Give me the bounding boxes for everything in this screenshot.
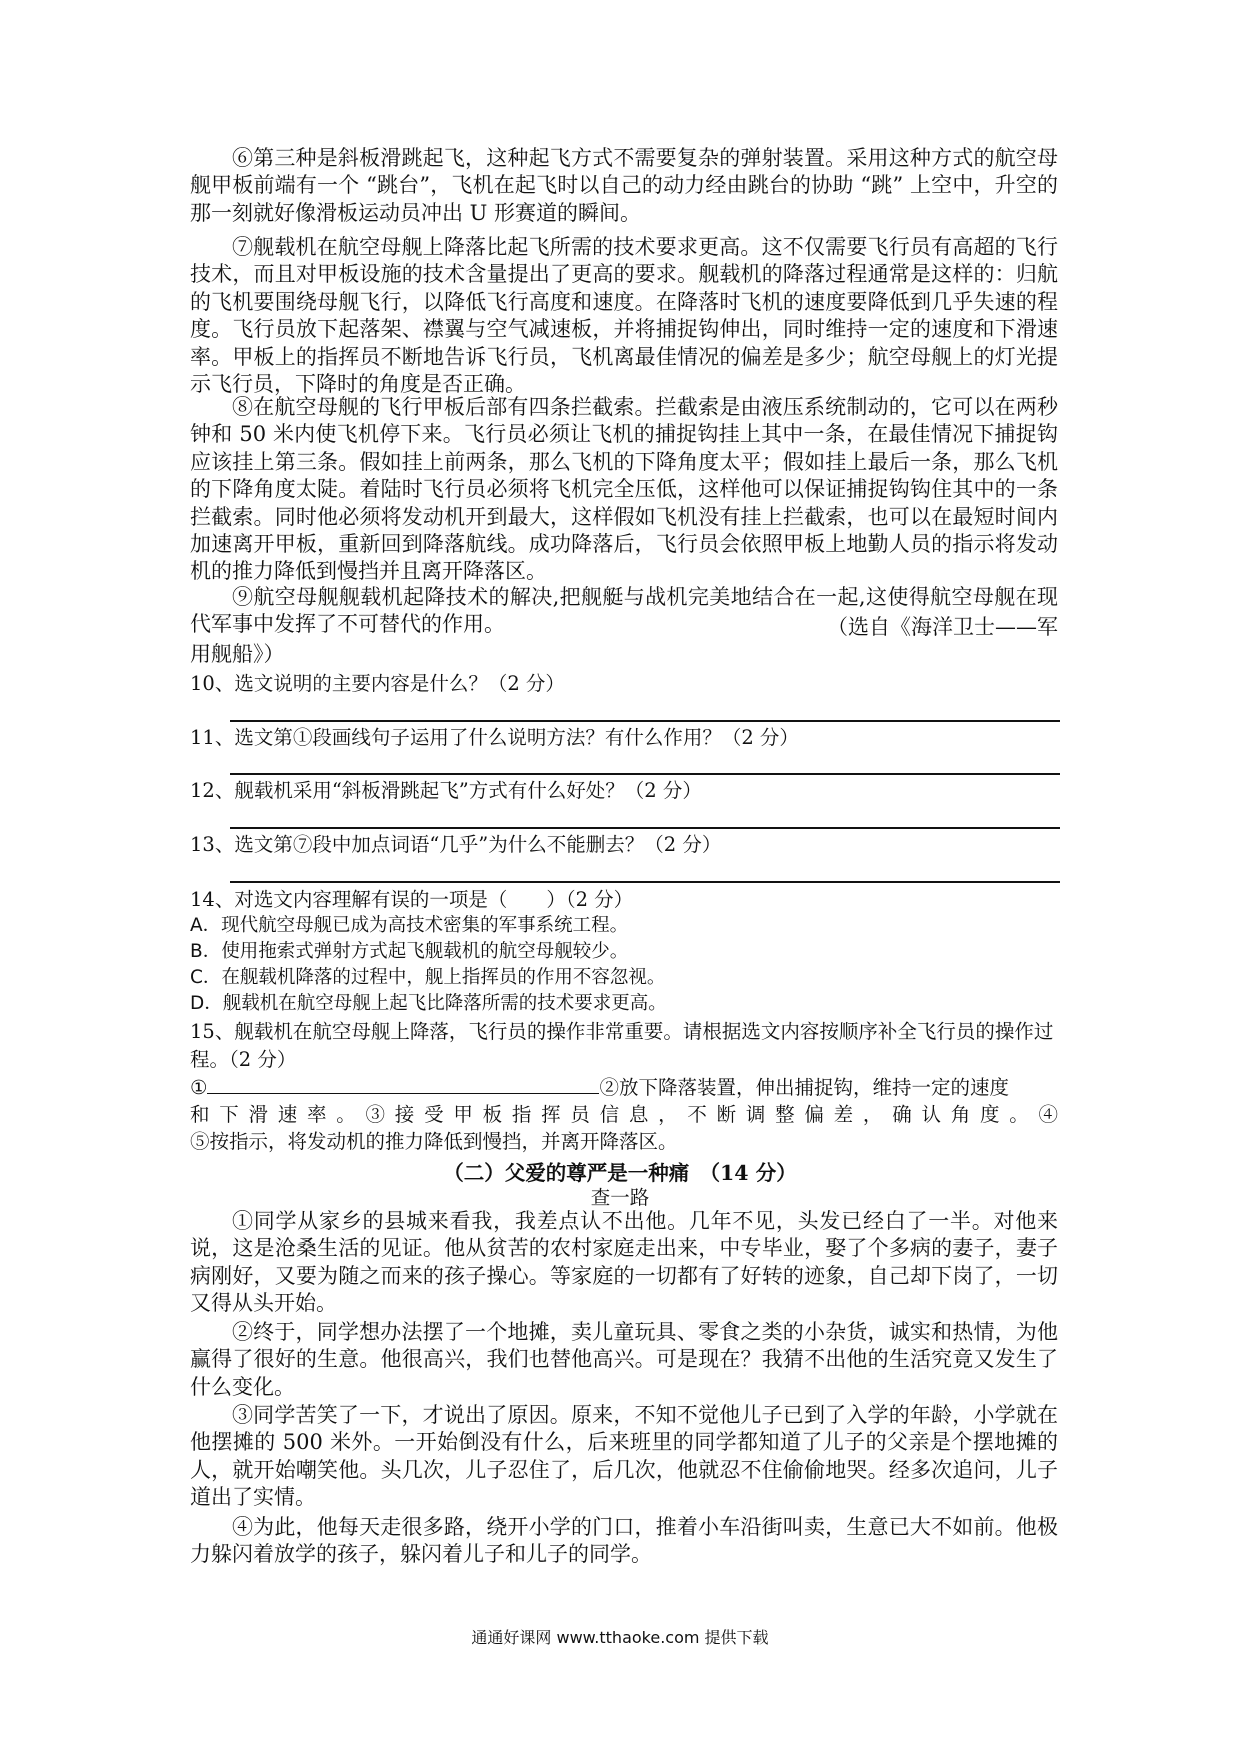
source-citation-a: （选自《海洋卫士——军 [827, 615, 1058, 639]
question-13: 13、选文第⑦段中加点词语“几乎”为什么不能删去？（2 分） [190, 833, 722, 856]
source-citation-b: 用舰船》） [190, 642, 285, 666]
step-1-label: ① [190, 1076, 208, 1099]
answer-line-10[interactable] [230, 720, 1060, 722]
option-c[interactable]: C．在舰载机降落的过程中，舰上指挥员的作用不容忽视。 [190, 967, 666, 988]
paragraph-6: ⑥第三种是斜板滑跳起飞，这种起飞方式不需要复杂的弹射装置。采用这种方式的航空母舰甲板前端有一个 “跳台”，飞机在起飞时以自己的动力经由跳台的协助 “跳” 上空中，升空的那一刻就好像滑板运动员冲出 U 形赛道的瞬间。 [190, 146, 1058, 225]
answer-line-13[interactable] [230, 881, 1060, 883]
paragraph-7: ⑦舰载机在航空母舰上降落比起飞所需的技术要求更高。这不仅需要飞行员有高超的飞行技术，而且对甲板设施的技术含量提出了更高的要求。舰载机的降落过程通常是这样的：归航的飞机要围绕母舰飞行，以降低飞行高度和速度。在降落时飞机的速度要降低到几乎失速的程度。飞行员放下起落架、襟翼与空气减速板，并将捕捉钩伸出，同时维持一定的速度和下滑速率。甲板上的指挥员不断地告诉飞行员，飞机离最佳情况的偏差是多少；航空母舰上的灯光提示飞行员，下降时的角度是否正确。 [190, 235, 1058, 397]
paragraph-2-1: ①同学从家乡的县城来看我，我差点认不出他。几年不见，头发已经白了一半。对他来说，这是沧桑生活的见证。他从贫苦的农村家庭走出来，中专毕业，娶了个多病的妻子，妻子病刚好，又要为随之而来的孩子操心。等家庭的一切都有了好转的迹象，自己却下岗了，一切又得从头开始。 [190, 1209, 1058, 1316]
paragraph-2-3: ③同学苦笑了一下，才说出了原因。原来，不知不觉他儿子已到了入学的年龄，小学就在他摆摊的 500 米外。一开始倒没有什么，后来班里的同学都知道了儿子的父亲是个摆地摊的人，就开始嘲笑他。头几次，儿子忍住了，后几次，他就忍不住偷偷地哭。经多次追问，儿子道出了实情。 [190, 1403, 1058, 1510]
paragraph-8: ⑧在航空母舰的飞行甲板后部有四条拦截索。拦截索是由液压系统制动的，它可以在两秒钟和 50 米内使飞机停下来。飞行员必须让飞机的捕捉钩挂上其中一条，在最佳情况下捕捉钩应该挂上第三条。假如挂上前两条，那么飞机的下降角度太平；假如挂上最后一条，那么飞机的下降角度太陡。着陆时飞行员必须将飞机完全压低，这样他可以保证捕捉钩钩住其中的一条拦截索。同时他必须将发动机开到最大，这样假如飞机没有挂上拦截索，也可以在最短时间内加速离开甲板，重新回到降落航线。成功降落后，飞行员会依照甲板上地勤人员的指示将发动机的推力降低到慢挡并且离开降落区。 [190, 395, 1058, 584]
answer-line-12[interactable] [230, 827, 1060, 829]
option-d[interactable]: D．舰载机在航空母舰上起飞比降落所需的技术要求更高。 [190, 993, 667, 1014]
paragraph-2-4: ④为此，他每天走很多路，绕开小学的门口，推着小车沿街叫卖，生意已大不如前。他极力躲闪着放学的孩子，躲闪着儿子和儿子的同学。 [190, 1515, 1058, 1567]
question-12: 12、舰载机采用“斜板滑跳起飞”方式有什么好处？（2 分） [190, 779, 702, 802]
step-2-text: ②放下降落装置，伸出捕捉钩，维持一定的速度 [599, 1076, 1009, 1099]
passage-2-author: 查一路 [590, 1186, 650, 1209]
paragraph-2-2: ②终于，同学想办法摆了一个地摊，卖儿童玩具、零食之类的小杂货，诚实和热情，为他赢得了很好的生意。他很高兴，我们也替他高兴。可是现在？我猜不出他的生活究竟又发生了什么变化。 [190, 1320, 1058, 1399]
paragraph-9: ⑨航空母舰舰载机起降技术的解决,把舰艇与战机完美地结合在一起,这使得航空母舰在现代军事中发挥了不可替代的作用。 [190, 585, 1058, 637]
footer-credit: 通通好课网 www.tthaoke.com 提供下载 [471, 1628, 769, 1647]
question-15-line-2: 和下滑速率。③接受甲板指挥员信息，不断调整偏差，确认角度。④ [190, 1103, 1058, 1126]
question-14: 14、对选文内容理解有误的一项是（ ）（2 分） [190, 888, 634, 911]
answer-line-11[interactable] [230, 773, 1060, 775]
question-15: 15、舰载机在航空母舰上降落，飞行员的操作非常重要。请根据选文内容按顺序补全飞行员的操作过程。（2 分） [190, 1020, 1054, 1071]
step-1-blank[interactable] [207, 1075, 599, 1094]
passage-2-title: （二）父爱的尊严是一种痛 （14 分） [443, 1161, 797, 1185]
option-a[interactable]: A．现代航空母舰已成为高技术密集的军事系统工程。 [190, 915, 629, 936]
question-11: 11、选文第①段画线句子运用了什么说明方法？有什么作用？（2 分） [190, 726, 799, 749]
option-b[interactable]: B．使用拖索式弹射方式起飞舰载机的航空母舰较少。 [190, 941, 629, 962]
question-15-line-3: ⑤按指示，将发动机的推力降低到慢挡，并离开降落区。 [190, 1130, 678, 1153]
question-10: 10、选文说明的主要内容是什么？（2 分） [190, 672, 565, 695]
question-15-line-1 [190, 1074, 1058, 1101]
